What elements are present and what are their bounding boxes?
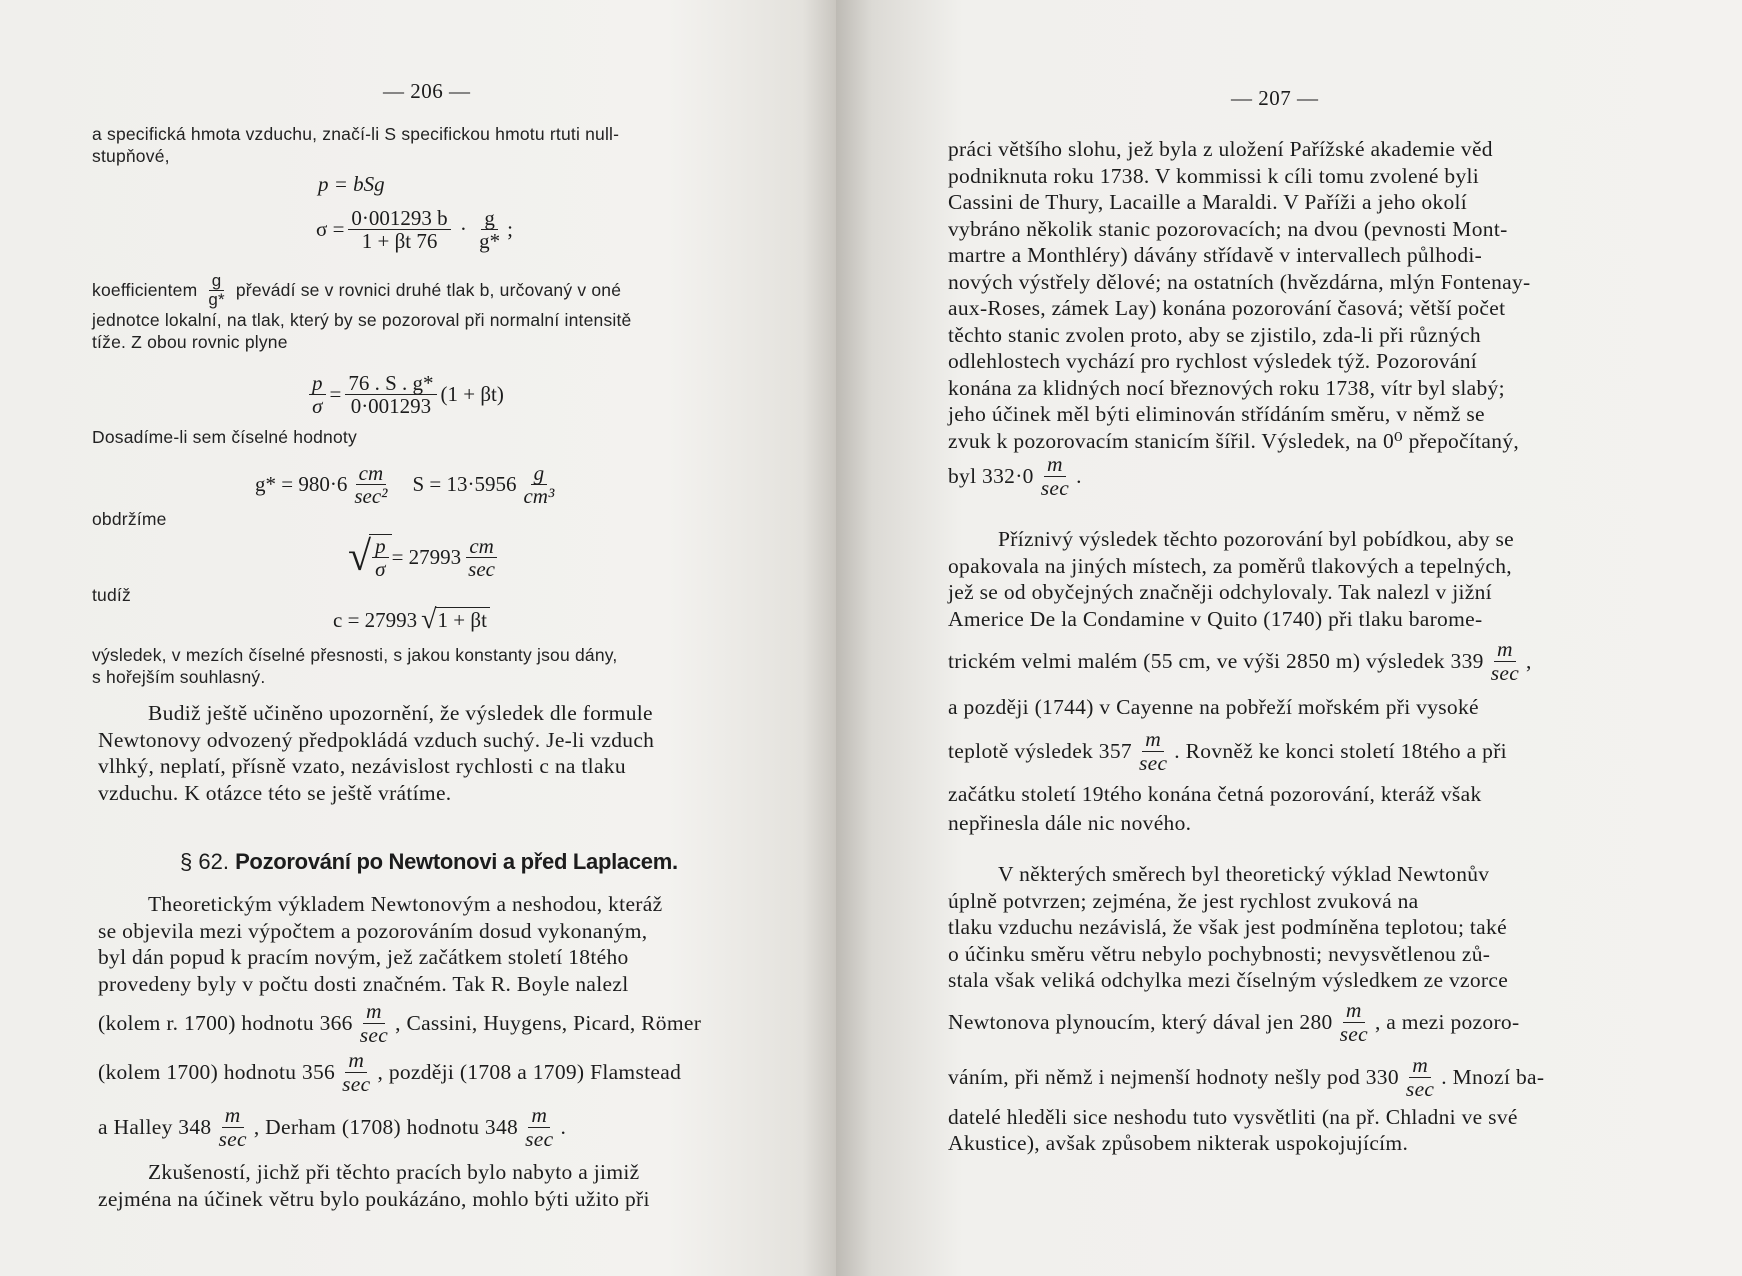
formula-ratio-lhs [309,372,326,417]
left-page [0,0,836,1276]
koef-post: převádí se v rovnici druhé tlak b, určovaný v oné [235,280,622,301]
section-heading [180,849,678,875]
formula-c [333,606,490,634]
koef-line: jednotce lokalní, na tlak, který by se pozoroval při normalní intensitě [92,309,632,330]
formula-c-lhs: c = 27993 [333,607,418,632]
formula-g-frac [476,207,503,252]
intro-line: stupňové, [92,146,170,166]
sqrt-frac [372,535,389,580]
frac-m-sec: $\frac{m}{\sec}$ [525,1102,554,1151]
result-line: výsledek, v mezích číselné přesnosti, s jakou konstanty jsou dány, [92,645,618,665]
text-line: Newtonovy odvozený předpokládá vzduch suchý. Je-li vzduch [98,727,655,752]
text-line: konána za klidných nocí březnových roku 1738, vítr byl slabý; [948,375,1505,400]
formula-ratio-tail: (1 + βt) [440,382,504,407]
paragraph-1 [98,700,748,806]
frac-num: 0·001293 b [348,207,450,230]
text-line: tlaku vzduchu nezávislá, že však jest podmíněna teplotou; také [948,915,1507,939]
frac-m-sec: $\frac{m}{\sec}$ [359,998,389,1047]
intro-line: a specifická hmota vzduchu, značí-li S specifickou hmotu rtuti null- [92,124,620,144]
text-line: byl dán popud k pracím novým, jež začátkem století 18tého [98,945,629,969]
formula-ratio-frac [345,372,436,417]
frac-m-sec: $\frac{m}{\sec}$ [1339,998,1368,1046]
frac-cm-sec2 [351,462,390,507]
text-line: váním, při němž i nejmenší hodnoty nešly pod 330 $\frac{m}{\sec}$ . Mnozí ba- [948,1053,1545,1101]
obdrzime-text: obdržíme [92,509,167,529]
text-line: podniknuta roku 1738. V kommissi k cíli tomu zvolené byli [948,163,1480,188]
paragraph-3 [948,861,1638,1157]
text-line: se objevila mezi výpočtem a pozorováním dosud vykonaným, [98,918,648,943]
text-line: vzduchu. K otázce této se ještě vrátíme. [98,780,452,805]
formula-ratio: $\frac{p}{\sigma}$ = $\frac{76 . S . g*}{0\cdot 001293}$ (1 + βt) [305,372,504,417]
sqrt-expr: √ $\frac{p}{\sigma}$ [348,534,392,580]
sqrt-under: 1 + βt [435,607,490,633]
frac-m-sec: $\frac{m}{\sec}$ [1405,1053,1435,1101]
frac-num: g [481,207,498,230]
koef-frac [205,272,227,309]
frac-m-sec: $\frac{m}{\sec}$ [218,1102,247,1151]
formula-sigma: σ = $\frac{0\cdot 001293 b}{1 + \beta t 76}$ · $\frac{g}{g*}$ ; [316,206,514,254]
text-line: a Halley 348 $\frac{m}{\sec}$ , Derham (1708) hodnotu 348 $\frac{m}{\sec}$ . [98,1102,567,1151]
page-number-right: — 207 — [1231,86,1319,110]
text-line: zvuk k pozorovacím stanicím šířil. Výsledek, na 0⁰ přepočítaný, [948,428,1520,453]
frac-m-sec: $\frac{m}{\sec}$ [1490,636,1520,685]
formula-sqrt-rhs: = 27993 [391,544,462,569]
text-line: V některých směrech byl theoretický výklad Newtonův [998,862,1490,886]
dosadime-text: Dosadíme-li sem číselné hodnoty [92,427,357,447]
paragraph-3 [98,1159,748,1212]
text-line: nových výstřely dělové; na ostatních (hvězdárna, mlýn Fontenay- [948,269,1531,294]
frac-den: σ [375,557,386,582]
text-line: Cassini de Thury, Lacaille a Maraldi. V Paříži a jeho okolí [948,190,1468,214]
text-line: Americe De la Condamine v Quito (1740) při tlaku barome- [948,606,1483,631]
text-line: (kolem r. 1700) hodnotu 366 $\frac{m}{\sec}$ , Cassini, Huygens, Picard, Römer [98,998,702,1047]
text-line: jeho účinek měl býti eliminován střídáním směru, v němž se [948,402,1485,426]
text-line: odlehlostech vychází pro rychlost výsledek týž. Pozorování [948,349,1478,373]
frac-den: g* [479,229,501,254]
frac-num: g [531,462,548,485]
frac-num: cm [466,535,497,558]
text-line: provedeny byly v počtu dosti značném. Tak R. Boyle nalezl [98,971,629,996]
frac-den: sec² [354,484,388,509]
text-line: martre a Monthléry) dávány střídavě v intervallech půlhodi- [948,243,1483,267]
text-line: práci většího slohu, jež byla z uložení Pařížské akademie věd [948,137,1493,161]
text-line: aux-Roses, zámek Lay) konána pozorování časová; větší počet [948,296,1506,320]
frac-num: p [372,535,389,558]
text-line: Příznivý výsledek těchto pozorování byl pobídkou, aby se [998,527,1514,551]
formula-values [255,462,561,507]
frac-den: 0·001293 [350,394,432,419]
tudiz-text: tudíž [92,585,131,605]
sqrt-expr: √ 1 + βt [421,606,490,634]
formula-g-value: g* = 980·6 [255,472,348,497]
frac-den: g* [208,289,225,309]
result-text [92,644,752,688]
formula-p: p = bSg [318,172,385,196]
section-number: § 62. [180,849,229,874]
page-number-left: — 206 — [383,79,471,103]
frac-num: p [309,372,326,395]
text-line: (kolem 1700) hodnotu 356 $\frac{m}{\sec}$ , později (1708 a 1709) Flamstead [98,1047,682,1096]
text-line: Zkušeností, jichž při těchto pracích bylo nabyto a jimiž [148,1160,640,1184]
formula-sigma-lhs: σ = [316,217,345,242]
frac-num: 76 . S . g* [345,372,436,395]
frac-den: 1 + βt 76 [361,229,438,254]
text-line: nepřinesla dále nic nového. [948,811,1192,835]
frac-m-sec: $\frac{m}{\sec}$ [342,1047,371,1096]
frac-num: cm [356,462,387,485]
text-line: vlhký, neplatí, přísně vzato, nezávislost rychlosti c na tlaku [98,754,626,778]
text-line: teplotě výsledek 357 $\frac{m}{\sec}$ . Rovněž ke konci století 18tého a při [948,726,1507,775]
section-title: Pozorování po Newtonovi a před Laplacem. [235,849,678,874]
result-line: s hořejším souhlasný. [92,667,266,687]
koef-line: tíže. Z obou rovnic plyne [92,331,288,352]
formula-sigma-frac [348,207,450,252]
frac-m-sec: $\frac{m}{\sec}$ [1040,451,1070,500]
frac-m-sec: $\frac{m}{\sec}$ [1138,726,1168,775]
text-line: stala však veliká odchylka mezi číselným výsledkem ze vzorce [948,968,1509,992]
paragraph-2 [948,526,1638,837]
paragraph-1 [948,136,1638,498]
frac-cm-sec [465,535,498,580]
frac-den: cm³ [523,484,555,509]
right-page [836,0,1742,1276]
paragraph-2-formulas [98,1000,748,1156]
text-line: jež se od obyčejných značněji odchylovaly. Tak nalezl v jižní [948,580,1492,604]
text-line: trickém velmi malém (55 cm, ve výši 2850 m) výsledek 339 $\frac{m}{\sec}$ , [948,636,1532,685]
frac-den: sec [468,556,495,581]
formula-sqrt [348,534,502,580]
text-line: začátku století 19tého konána četná pozorování, kteráž však [948,782,1482,806]
koef-pre: koefficientem [92,280,198,301]
frac-g-cm3 [520,462,557,507]
text-line: a později (1744) v Cayenne na pobřeží mořském při vysoké [948,695,1479,719]
text-line: těchto stanic zvolen proto, aby se zjistilo, zda-li při různých [948,322,1481,347]
text-line: opakovala na jiných místech, za poměrů tlakových a tepelných, [948,553,1512,578]
text-line: byl 332·0 $\frac{m}{\sec}$ . [948,451,1082,500]
text-line: zejména na účinek větru bylo poukázáno, mohlo býti užito při [98,1186,650,1211]
text-line: o účinku směru větru nebylo pochybnosti; nevysvětlenou zů- [948,941,1491,966]
text-line: vybráno několik stanic pozorovacích; na dvou (pevnosti Mont- [948,216,1508,241]
text-line: Theoretickým výkladem Newtonovým a neshodou, kteráž [148,892,663,916]
text-line: Newtonova plynoucím, který dával jen 280 $\frac{m}{\sec}$ , a mezi pozoro- [948,998,1520,1046]
text-line: Budiž ještě učiněno upozornění, že výsledek dle formule [148,701,653,725]
paragraph-2 [98,891,748,997]
frac-num: g [209,272,225,291]
text-line: úplně potvrzen; zejména, že jest rychlost zvuková na [948,888,1419,913]
text-line: Akustice), avšak způsobem nikterak uspokojujícím. [948,1131,1409,1155]
formula-s-value: S = 13·5956 [412,472,517,497]
intro-text [92,123,712,167]
text-line: datelé hleděli sice neshodu tuto vysvětliti (na př. Chladni ve své [948,1104,1518,1129]
koef-text [92,272,752,353]
frac-den: σ [312,394,323,419]
